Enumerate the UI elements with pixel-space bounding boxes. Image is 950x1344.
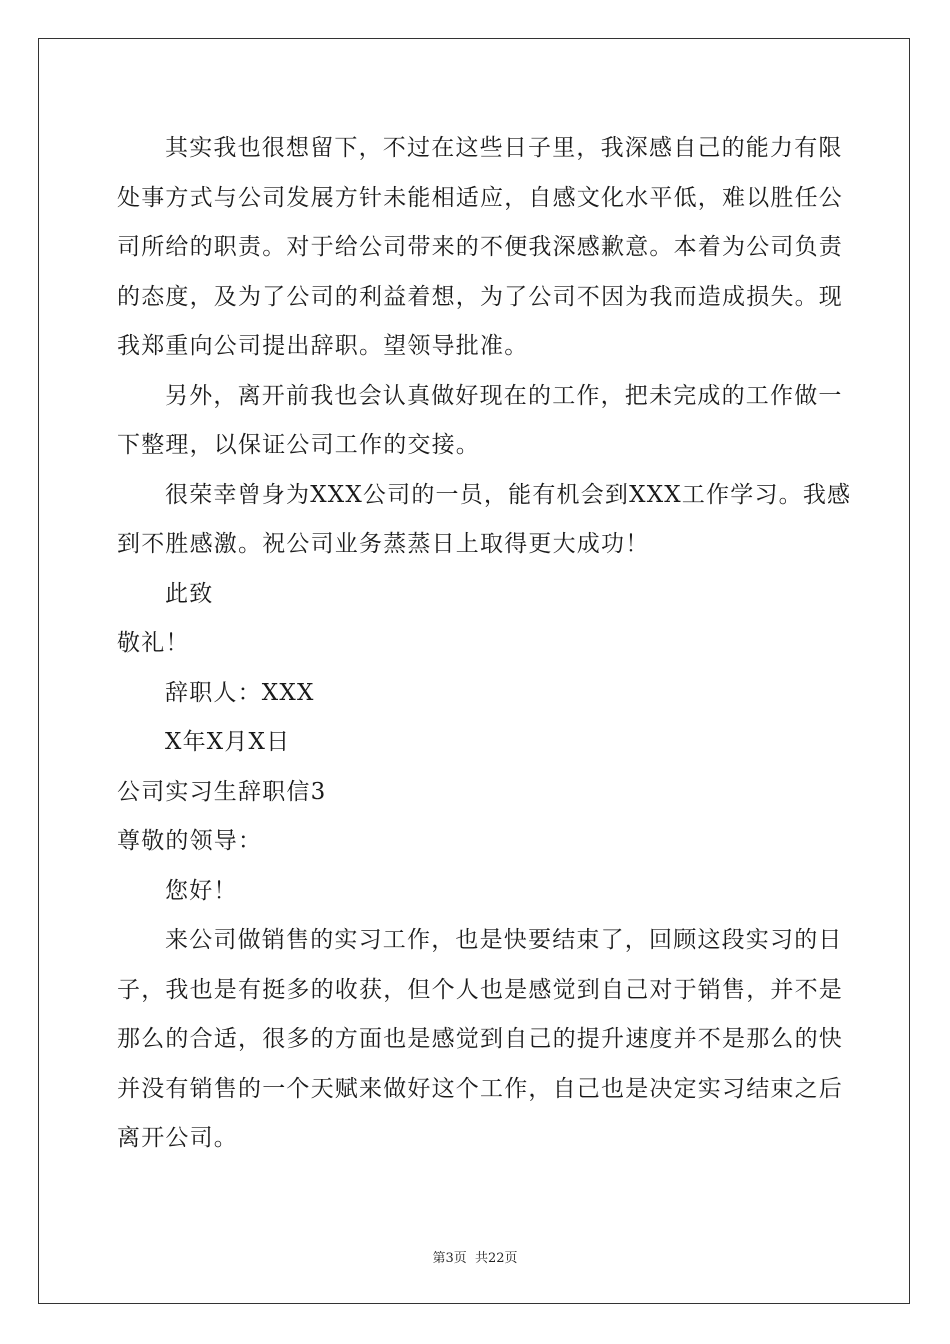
paragraph-line: 那么的合适，很多的方面也是感觉到自己的提升速度并不是那么的快 (117, 1026, 843, 1052)
letter-greeting: 尊敬的领导： (117, 828, 263, 854)
paragraph-line: 到不胜感激。祝公司业务蒸蒸日上取得更大成功！ (117, 531, 650, 557)
letter-hello: 您好！ (165, 877, 238, 904)
paragraph-line: 很荣幸曾身为XXX公司的一员，能有机会到XXX工作学习。我感 (165, 481, 852, 508)
section-heading: 公司实习生辞职信3 (117, 778, 327, 805)
paragraph-line: 离开公司。 (117, 1125, 238, 1151)
page-number: 第3页 (432, 1251, 467, 1266)
paragraph-line: 我郑重向公司提出辞职。望领导批准。 (117, 333, 529, 359)
paragraph-line: 处事方式与公司发展方针未能相适应，自感文化水平低，难以胜任公 (117, 184, 843, 211)
paragraph-line: 另外，离开前我也会认真做好现在的工作，把未完成的工作做一 (165, 382, 843, 409)
paragraph-line: 下整理，以保证公司工作的交接。 (117, 432, 480, 458)
page-total: 共22页 (474, 1251, 518, 1266)
paragraph-line: 来公司做销售的实习工作，也是快要结束了，回顾这段实习的日 (165, 927, 843, 953)
page-footer (0, 1247, 950, 1266)
signature-line: 辞职人：XXX (165, 679, 315, 706)
paragraph-line: 的态度，及为了公司的利益着想，为了公司不因为我而造成损失。现 (117, 283, 843, 310)
paragraph-line: 并没有销售的一个天赋来做好这个工作，自己也是决定实习结束之后 (117, 1075, 843, 1102)
closing-regards: 敬礼！ (117, 630, 190, 656)
paragraph-line: 子，我也是有挺多的收获，但个人也是感觉到自己对于销售，并不是 (117, 976, 843, 1003)
paragraph-line: 其实我也很想留下，不过在这些日子里，我深感自己的能力有限 (165, 135, 843, 161)
paragraph-line: 司所给的职责。对于给公司带来的不便我深感歉意。本着为公司负责 (117, 234, 843, 260)
closing-salutation: 此致 (165, 580, 214, 607)
date-line: X年X月X日 (165, 729, 291, 755)
document-body (117, 124, 852, 1164)
